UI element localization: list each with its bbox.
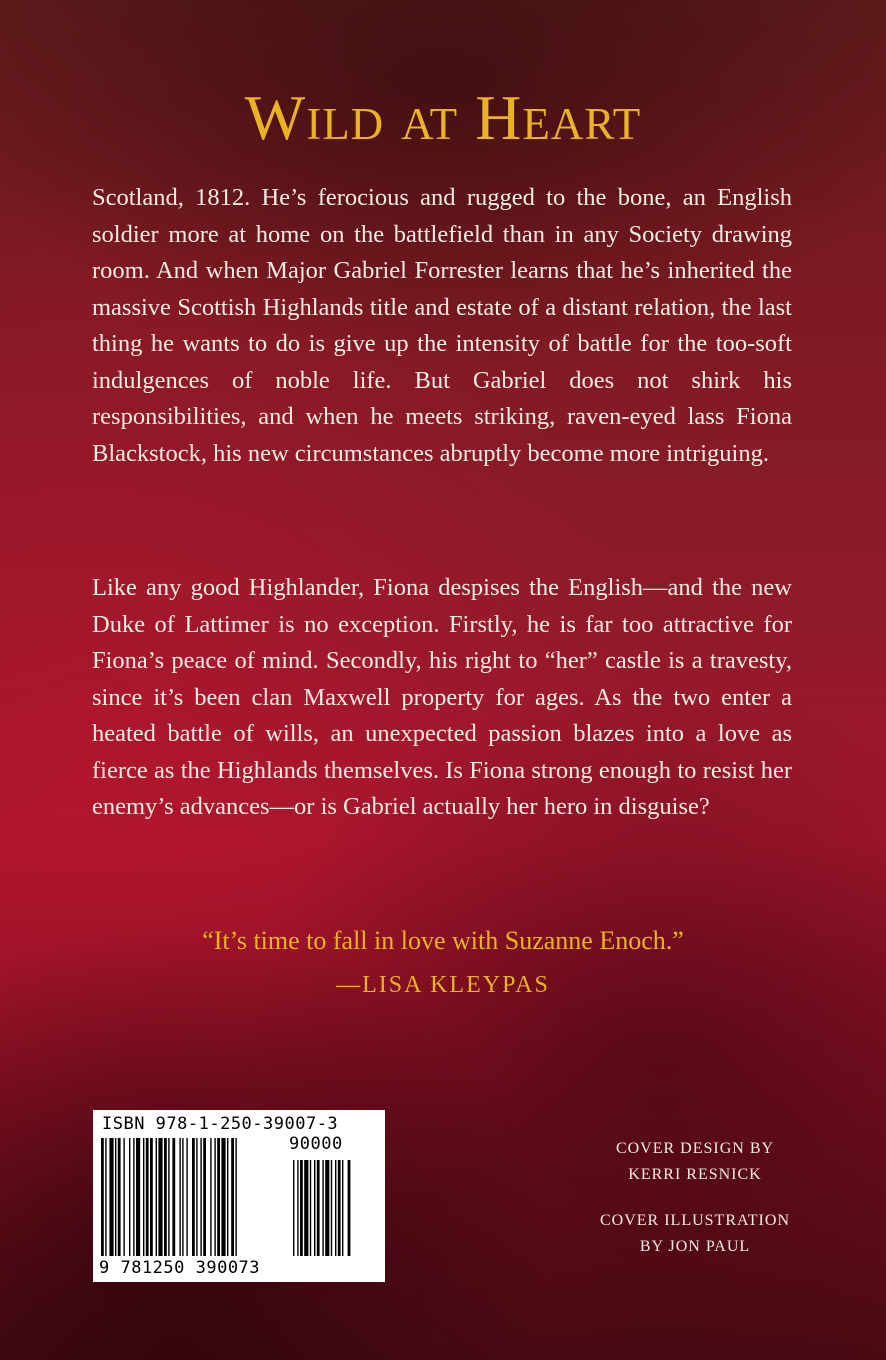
addon-bar bbox=[322, 1160, 323, 1256]
barcode-bar bbox=[118, 1138, 121, 1256]
barcode-bar bbox=[192, 1138, 195, 1256]
addon-bar bbox=[342, 1160, 343, 1256]
barcode-bar bbox=[105, 1138, 106, 1256]
barcode-bar bbox=[168, 1138, 169, 1256]
barcode-bar bbox=[231, 1138, 234, 1256]
barcode-bar bbox=[203, 1138, 206, 1256]
barcode-bar bbox=[186, 1138, 187, 1256]
addon-bar bbox=[331, 1160, 332, 1256]
barcode-bar bbox=[172, 1138, 175, 1256]
addon-bar bbox=[293, 1160, 294, 1256]
barcode-bar bbox=[136, 1138, 140, 1256]
barcode-bar bbox=[158, 1138, 162, 1256]
ean-number: 9 781250 390073 bbox=[99, 1258, 261, 1278]
barcode-bar bbox=[156, 1138, 157, 1256]
cover-illustration-line-2: BY JON PAUL bbox=[639, 1238, 751, 1255]
barcode-bar bbox=[235, 1138, 236, 1256]
book-title: Wild at Heart bbox=[244, 82, 642, 153]
blurb-paragraph-1: Scotland, 1812. He’s ferocious and rugged to the bone, an English soldier more at home on the battlefield than in any Society drawing room. And when Major Gabriel Forrester learns that he’s inherited the massive Scottish Highlands title and estate of a distant relation, the last thing he wants to do is give up the intensity of battle for the too-soft indulgences of noble life. But Gabriel does not shirk his responsibilities, and when he meets striking, raven-eyed lass Fiona Blackstock, his new circumstances abruptly become more intriguing. bbox=[92, 184, 792, 467]
barcode-bar bbox=[146, 1138, 149, 1256]
barcode-bar bbox=[214, 1138, 215, 1256]
addon-bar bbox=[310, 1160, 311, 1256]
addon-bar bbox=[314, 1160, 315, 1256]
isbn-barcode bbox=[93, 1110, 385, 1282]
barcode-bar bbox=[109, 1138, 113, 1256]
cover-design-line-2: KERRI RESNICK bbox=[628, 1166, 762, 1183]
barcode-bar bbox=[150, 1138, 153, 1256]
barcode-bar bbox=[115, 1138, 116, 1256]
cover-design-credit bbox=[560, 1136, 830, 1188]
addon-bar bbox=[304, 1160, 308, 1256]
barcode-bar bbox=[210, 1138, 211, 1256]
cover-design-line-1: COVER DESIGN BY bbox=[615, 1140, 775, 1157]
barcode-bar bbox=[182, 1138, 183, 1256]
barcode-bar bbox=[123, 1138, 124, 1256]
addon-bar bbox=[317, 1160, 320, 1256]
addon-bar bbox=[325, 1160, 329, 1256]
barcode-bar bbox=[143, 1138, 144, 1256]
cover-illustration-line-1: COVER ILLUSTRATION bbox=[600, 1212, 790, 1229]
addon-bar bbox=[338, 1160, 341, 1256]
addon-bar bbox=[297, 1160, 298, 1256]
barcode-bar bbox=[227, 1138, 228, 1256]
addon-bar bbox=[335, 1160, 336, 1256]
barcode-addon-number: 90000 bbox=[289, 1134, 343, 1154]
barcode-bar bbox=[196, 1138, 197, 1256]
barcode-bar bbox=[179, 1138, 180, 1256]
blurb-paragraph-2: Like any good Highlander, Fiona despises the English—and the new Duke of Lattimer is no exception. Firstly, he is far too attractive for Fiona’s peace of mind. Secondly, his right to “her” castle is a travesty, since it’s been clan Maxwell property for ages. As the two enter a heated battle of wills, an unexpected passion blazes into a love as fierce as the Highlands themselves. Is Fiona strong enough to resist her enemy’s advances—or is Gabriel actually her hero in disguise? bbox=[92, 574, 792, 820]
barcode-bar bbox=[133, 1138, 134, 1256]
barcode-bar bbox=[164, 1138, 167, 1256]
isbn-label: ISBN 978-1-250-39007-3 bbox=[102, 1114, 339, 1134]
barcode-bar bbox=[200, 1138, 201, 1256]
addon-bar bbox=[348, 1160, 351, 1256]
endorsement-quote: “It’s time to fall in love with Suzanne Enoch.” bbox=[202, 926, 684, 955]
barcode-bar bbox=[101, 1138, 104, 1256]
addon-bar bbox=[300, 1160, 303, 1256]
cover-illustration-credit bbox=[560, 1208, 830, 1260]
barcode-bar bbox=[221, 1138, 225, 1256]
barcode-bar bbox=[217, 1138, 220, 1256]
endorsement-attribution: —LISA KLEYPAS bbox=[336, 972, 550, 998]
barcode-bars bbox=[101, 1138, 379, 1258]
barcode-bar bbox=[129, 1138, 130, 1256]
